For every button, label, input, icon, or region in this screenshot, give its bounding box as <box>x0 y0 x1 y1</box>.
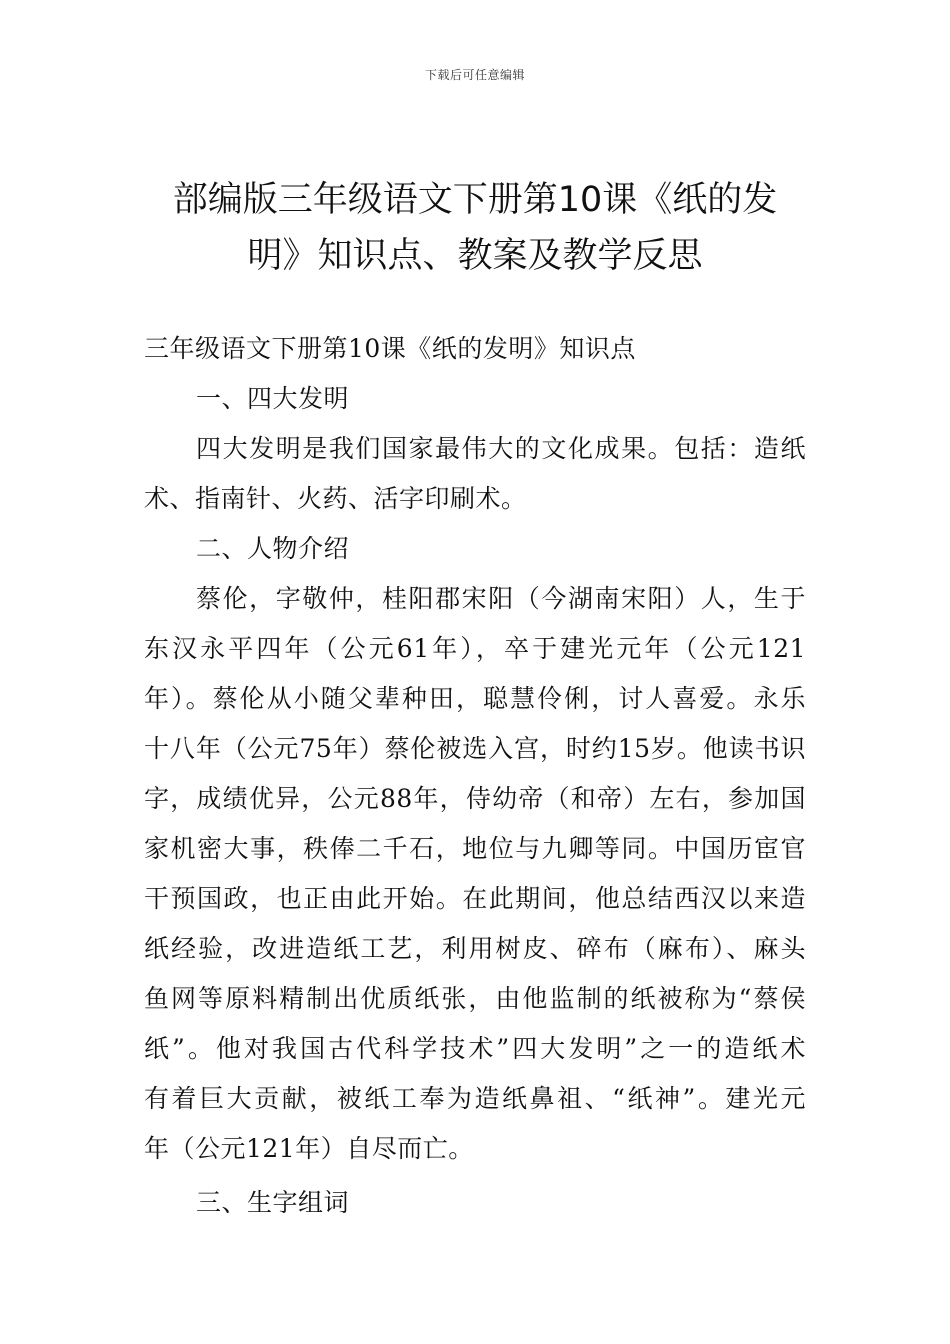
section-heading: 三年级语文下册第10课《纸的发明》知识点 <box>144 334 636 363</box>
paragraph-line: 年（公元121年）自尽而亡。 <box>144 1134 474 1163</box>
document-body <box>144 324 806 1228</box>
document-title <box>140 172 810 284</box>
paragraph-line: 蔡伦，字敬仲，桂阳郡宋阳（今湖南宋阳）人，生于 <box>196 584 806 613</box>
paragraph-line: 十八年（公元75年）蔡伦被选入宫，时约15岁。他读书识 <box>144 734 806 763</box>
paragraph-line: 家机密大事，秩俸二千石，地位与九卿等同。中国历宦官 <box>144 834 806 863</box>
paragraph-line: 东汉永平四年（公元61年），卒于建光元年（公元121 <box>144 634 806 663</box>
paragraph-line: 术、指南针、火药、活字印刷术。 <box>144 484 527 513</box>
subheading-four-inventions: 一、四大发明 <box>196 384 350 413</box>
paragraph-line: 纸”。他对我国古代科学技术”四大发明”之一的造纸术 <box>144 1034 806 1063</box>
paragraph-line: 干预国政，也正由此开始。在此期间，他总结西汉以来造 <box>144 884 806 913</box>
subheading-person-intro: 二、人物介绍 <box>196 534 350 563</box>
paragraph-line: 四大发明是我们国家最伟大的文化成果。包括：造纸 <box>196 434 806 463</box>
paragraph-line: 鱼网等原料精制出优质纸张，由他监制的纸被称为“蔡侯 <box>144 984 806 1013</box>
paragraph-line: 年）。蔡伦从小随父辈种田，聪慧伶俐，讨人喜爱。永乐 <box>144 684 806 713</box>
title-line-2: 明》知识点、教案及教学反思 <box>247 236 703 276</box>
paragraph-line: 有着巨大贡献，被纸工奉为造纸鼻祖、“纸神”。建光元 <box>144 1084 806 1113</box>
header-note: 下载后可任意编辑 <box>424 68 525 82</box>
title-line-1: 部编版三年级语文下册第10课《纸的发 <box>172 180 778 220</box>
paragraph-line: 纸经验，改进造纸工艺，利用树皮、碎布（麻布）、麻头 <box>144 934 806 963</box>
subheading-characters: 三、生字组词 <box>196 1188 350 1217</box>
paragraph-line: 字，成绩优异，公元88年，侍幼帝（和帝）左右，参加国 <box>144 784 806 813</box>
